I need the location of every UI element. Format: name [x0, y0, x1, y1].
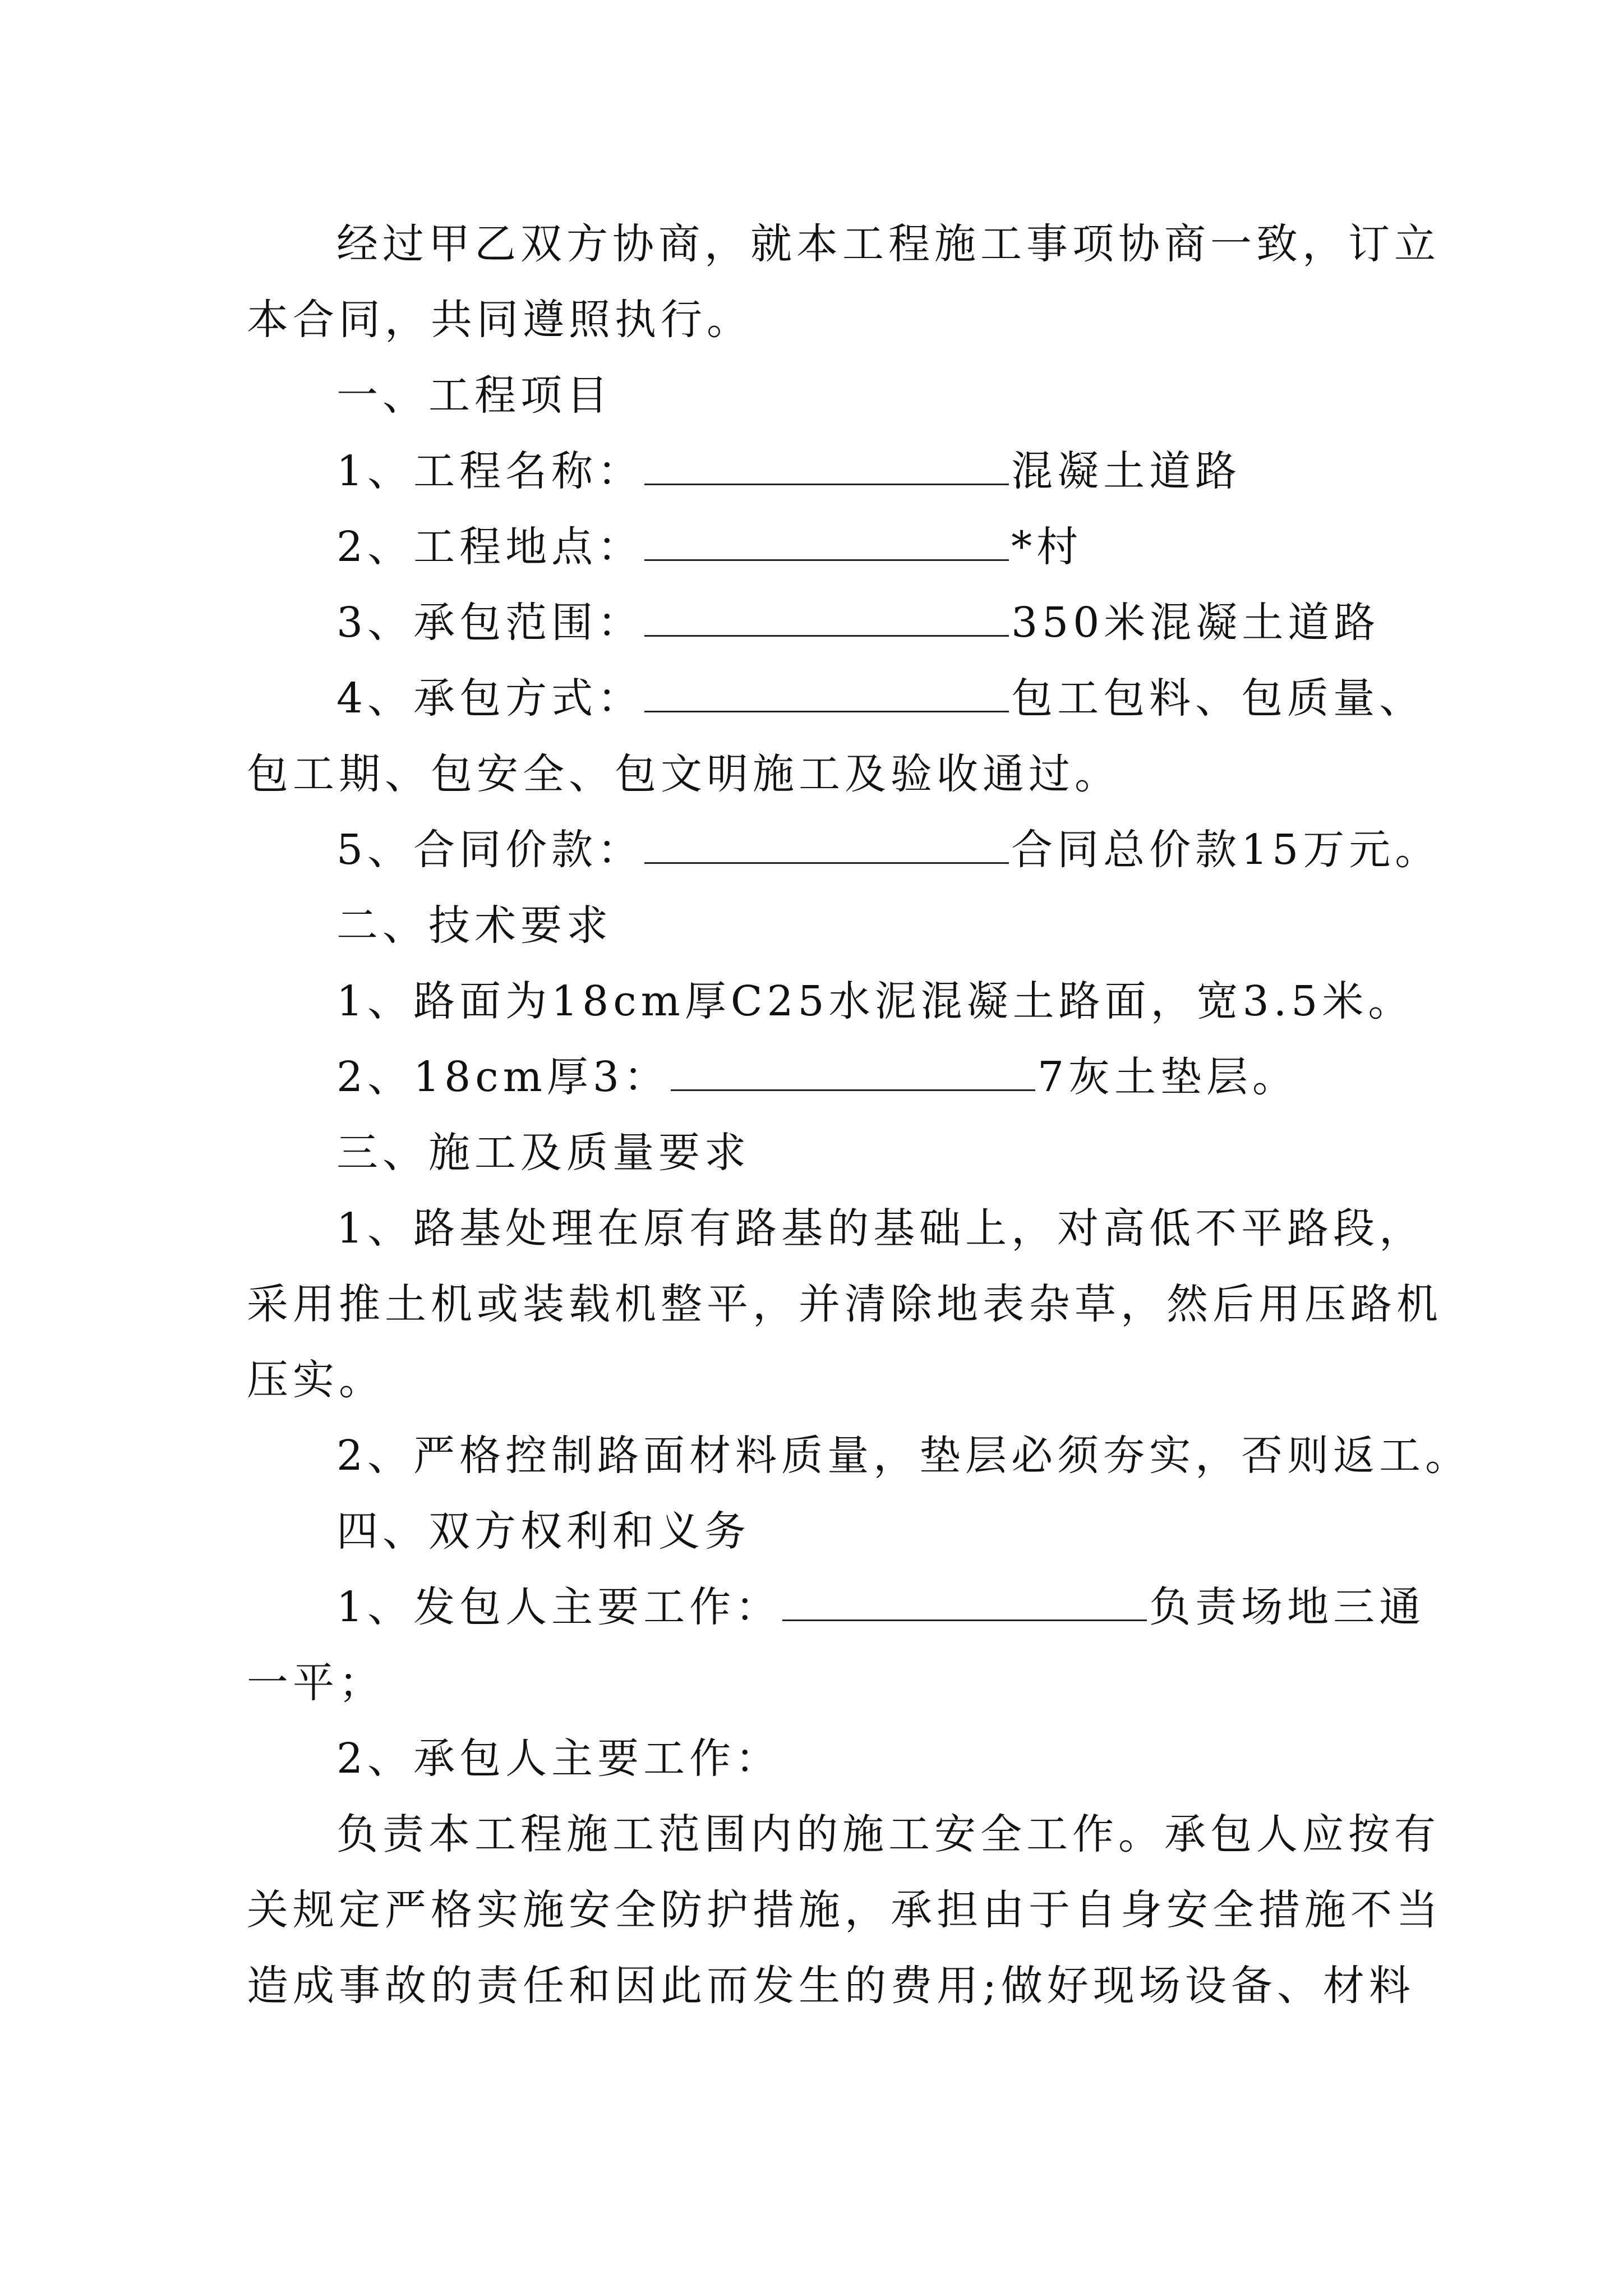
tech-req-2-label: 2、18cm厚3：: [336, 1053, 670, 1101]
project-location-value: *村: [1011, 523, 1083, 571]
employer-duty-value: 负责场地三通: [1149, 1583, 1426, 1631]
contract-price-blank: [644, 827, 1009, 864]
quality-req-1-line-3: 压实。: [247, 1356, 385, 1404]
project-location-blank: [644, 524, 1009, 561]
contract-method-continuation: 包工期、包安全、包文明施工及验收通过。: [247, 750, 1121, 798]
contract-price-value: 合同总价款15万元。: [1011, 826, 1441, 874]
intro-line-2: 本合同，共同遵照执行。: [247, 296, 753, 344]
employer-duty-blank: [782, 1585, 1147, 1621]
contract-scope-value: 350米混凝土道路: [1011, 599, 1380, 647]
project-location-row: [336, 519, 1082, 575]
tech-req-2-blank: [671, 1055, 1035, 1091]
contract-scope-label: 3、承包范围：: [336, 599, 644, 647]
intro-line-1: 经过甲乙双方协商，就本工程施工事项协商一致，订立: [336, 220, 1440, 268]
section-2-heading: 二、技术要求: [336, 901, 612, 950]
project-name-label: 1、工程名称：: [336, 447, 644, 495]
employer-duty-continuation: 一平；: [247, 1659, 385, 1707]
project-location-label: 2、工程地点：: [336, 523, 644, 571]
contract-method-row: [336, 670, 1425, 726]
contract-method-label: 4、承包方式：: [336, 674, 644, 723]
section-4-heading: 四、双方权利和义务: [336, 1507, 750, 1556]
employer-duty-label: 1、发包人主要工作：: [336, 1583, 782, 1631]
quality-req-2: 2、严格控制路面材料质量，垫层必须夯实，否则返工。: [336, 1432, 1472, 1480]
tech-req-2-value: 7灰土垫层。: [1037, 1053, 1299, 1101]
contract-method-blank: [644, 676, 1009, 712]
contract-scope-blank: [644, 600, 1009, 637]
contractor-duty-para-line-3: 造成事故的责任和因此而发生的费用;做好现场设备、材料: [247, 1962, 1415, 2010]
section-3-heading: 三、施工及质量要求: [336, 1129, 750, 1177]
tech-req-1: 1、路面为18cm厚C25水泥混凝土路面，宽3.5米。: [336, 977, 1414, 1025]
quality-req-1-line-2: 采用推土机或装载机整平，并清除地表杂草，然后用压路机: [247, 1280, 1442, 1328]
contract-price-label: 5、合同价款：: [336, 826, 644, 874]
tech-req-2-row: [336, 1049, 1298, 1105]
project-name-row: [336, 443, 1241, 499]
contract-method-value: 包工包料、包质量、: [1011, 674, 1426, 723]
contractor-duty-para-line-2: 关规定严格实施安全防护措施，承担由于自身安全措施不当: [247, 1886, 1442, 1934]
project-name-value: 混凝土道路: [1011, 447, 1242, 495]
contractor-duty-label: 2、承包人主要工作：: [336, 1734, 782, 1783]
contractor-duty-para-line-1: 负责本工程施工范围内的施工安全工作。承包人应按有: [336, 1810, 1440, 1858]
section-1-heading: 一、工程项目: [336, 371, 612, 420]
project-name-blank: [644, 449, 1009, 485]
contract-price-row: [336, 822, 1441, 878]
employer-duty-row: [336, 1579, 1425, 1635]
quality-req-1-line-1: 1、路基处理在原有路基的基础上，对高低不平路段，: [336, 1204, 1426, 1253]
contract-scope-row: [336, 595, 1380, 651]
